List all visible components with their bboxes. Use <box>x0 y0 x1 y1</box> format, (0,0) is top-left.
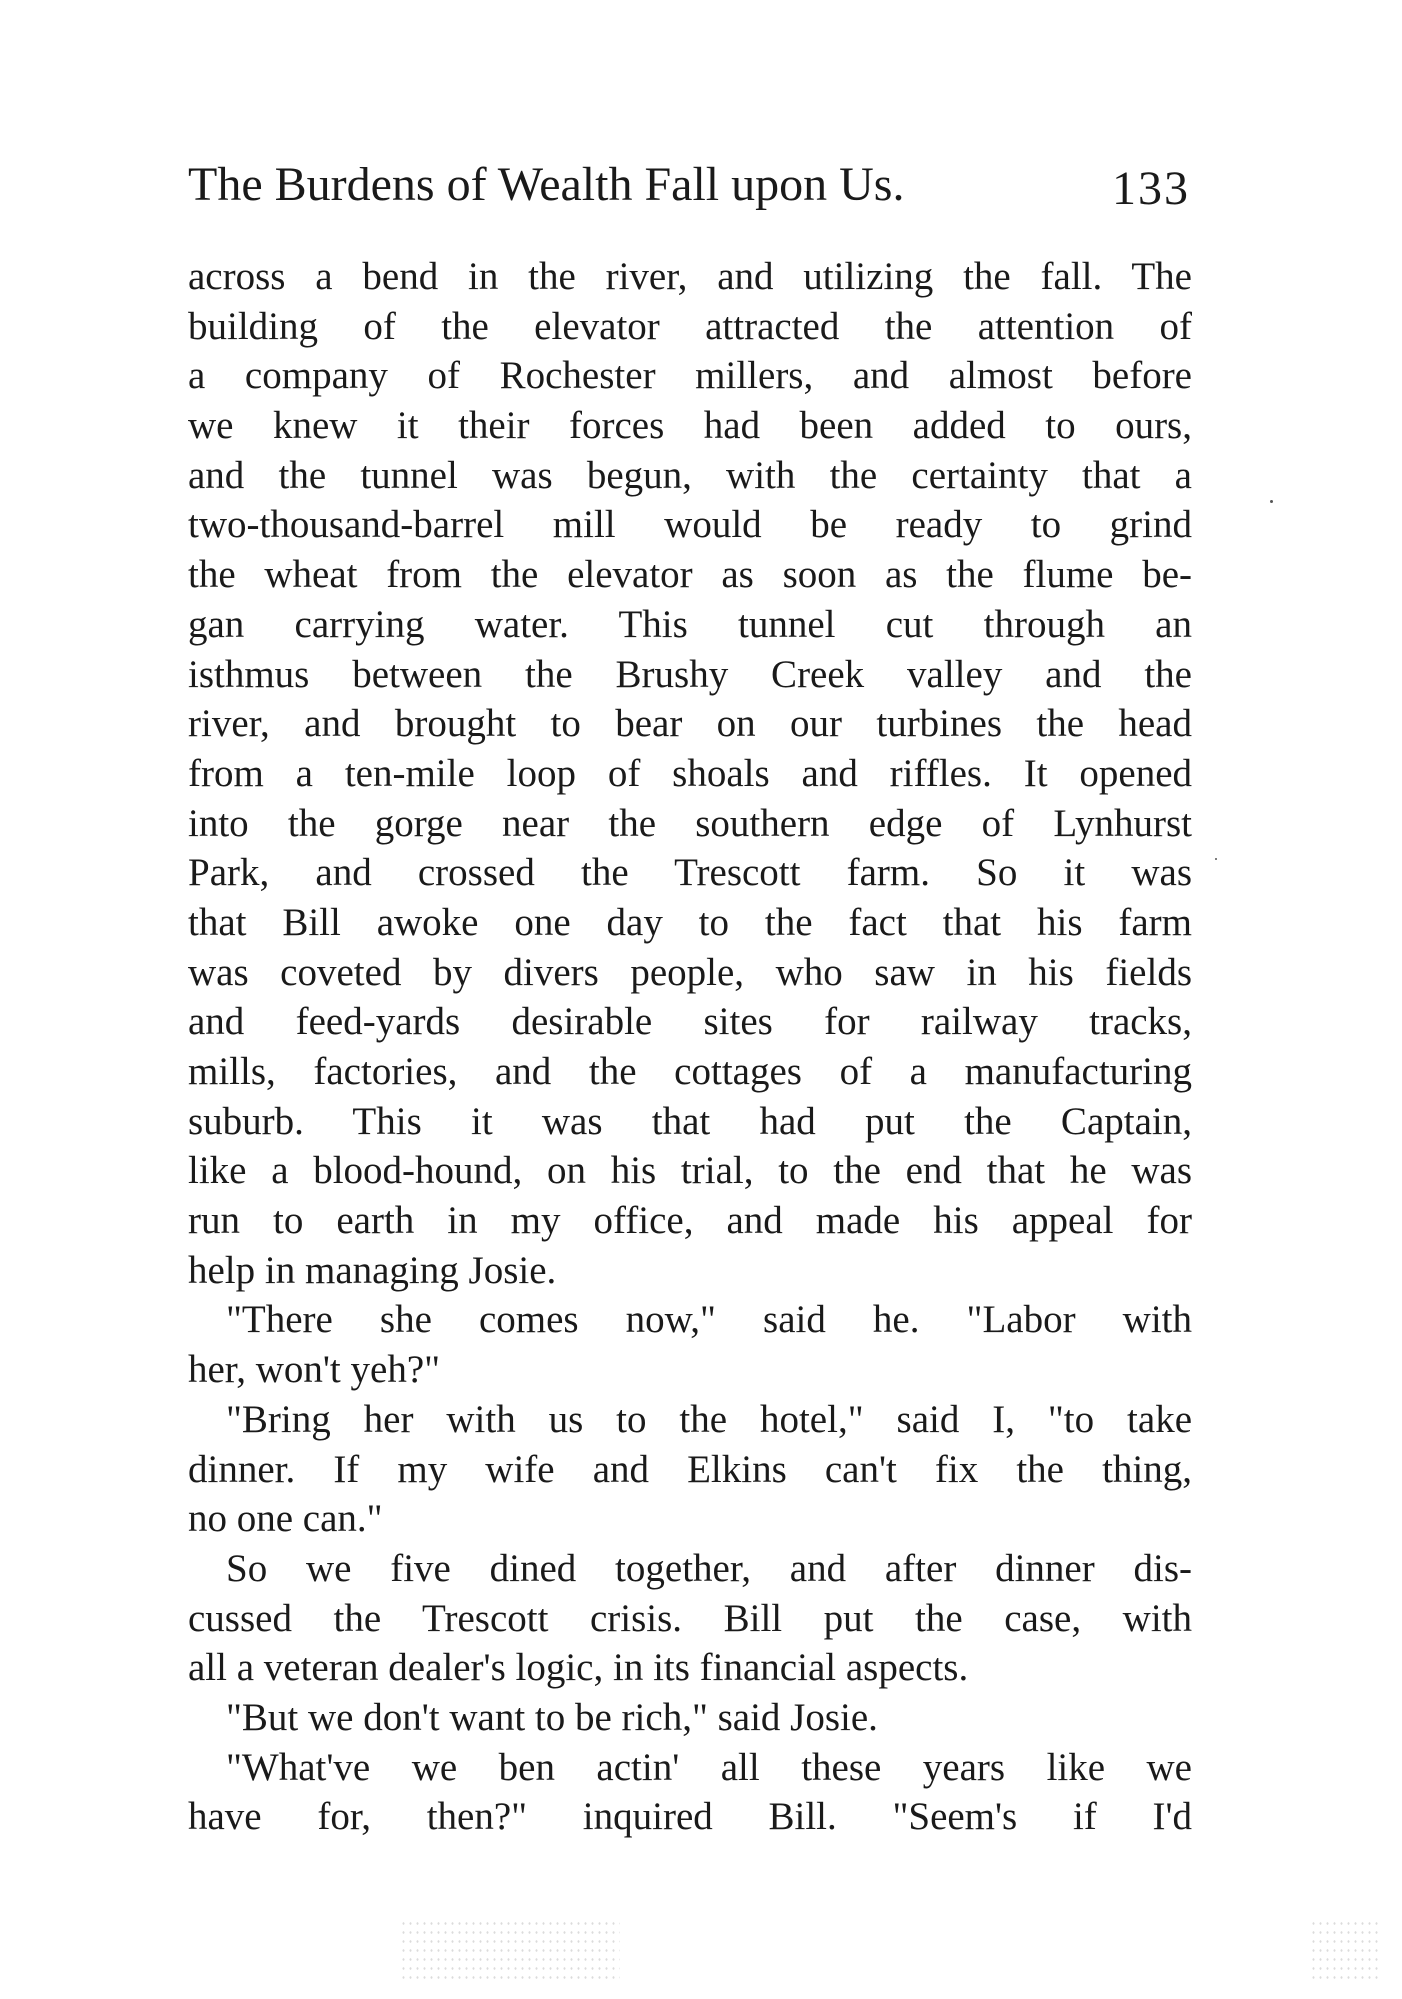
scan-speck <box>1215 858 1217 860</box>
text-line: Park, and crossed the Trescott farm. So it was <box>188 851 1192 895</box>
text-line: dinner. If my wife and Elkins can't fix the thing, <box>188 1447 1192 1491</box>
page-number: 133 <box>1112 162 1190 215</box>
text-line: mills, factories, and the cottages of a manufacturing <box>188 1050 1192 1093</box>
text-line: two-thousand-barrel mill would be ready to grind <box>188 503 1192 547</box>
text-line: from a ten-mile loop of shoals and riffles. It opened <box>188 751 1192 795</box>
text-line: So we five dined together, and after dinner dis- <box>226 1546 1192 1590</box>
text-line: "But we don't want to be rich," said Josie. <box>226 1695 878 1739</box>
scan-speck <box>1270 500 1273 503</box>
text-line: run to earth in my office, and made his appeal for <box>188 1199 1192 1243</box>
text-line: into the gorge near the southern edge of Lynhurst <box>188 801 1192 845</box>
text-line: was coveted by divers people, who saw in his fields <box>188 950 1192 994</box>
text-line: and the tunnel was begun, with the certainty that a <box>188 453 1192 497</box>
text-line: suburb. This it was that had put the Captain, <box>188 1099 1192 1143</box>
text-line: all a veteran dealer's logic, in its financial aspects. <box>188 1646 969 1690</box>
body-text <box>188 252 1192 1842</box>
text-line: the wheat from the elevator as soon as the flume be- <box>188 553 1192 597</box>
text-line: help in managing Josie. <box>188 1248 557 1292</box>
text-line: "Bring her with us to the hotel," said I, "to take <box>226 1397 1192 1441</box>
scan-noise <box>400 1919 620 1979</box>
chapter-title: The Burdens of Wealth Fall upon Us. <box>188 158 905 211</box>
text-line: we knew it their forces had been added to ours, <box>188 404 1192 448</box>
text-line: across a bend in the river, and utilizing the fall. The <box>188 255 1192 298</box>
text-line: building of the elevator attracted the attention of <box>188 304 1192 348</box>
text-line: river, and brought to bear on our turbines the head <box>188 702 1192 746</box>
text-line: and feed-yards desirable sites for railway tracks, <box>188 1000 1192 1044</box>
text-line: like a blood-hound, on his trial, to the end that he was <box>188 1149 1192 1193</box>
text-line: no one can." <box>188 1497 383 1541</box>
text-line: isthmus between the Brushy Creek valley and the <box>188 652 1192 696</box>
running-head <box>188 150 1198 220</box>
text-line: "What've we ben actin' all these years like we <box>226 1745 1192 1789</box>
text-line: her, won't yeh?" <box>188 1348 441 1392</box>
text-line: gan carrying water. This tunnel cut through an <box>188 602 1192 646</box>
text-line: "There she comes now," said he. "Labor with <box>226 1298 1192 1342</box>
scan-noise <box>1310 1919 1380 1979</box>
text-line: have for, then?" inquired Bill. "Seem's if I'd <box>188 1795 1192 1839</box>
text-line: that Bill awoke one day to the fact that his farm <box>188 900 1192 944</box>
text-line: a company of Rochester millers, and almost before <box>188 354 1192 398</box>
text-line: cussed the Trescott crisis. Bill put the case, with <box>188 1596 1192 1640</box>
